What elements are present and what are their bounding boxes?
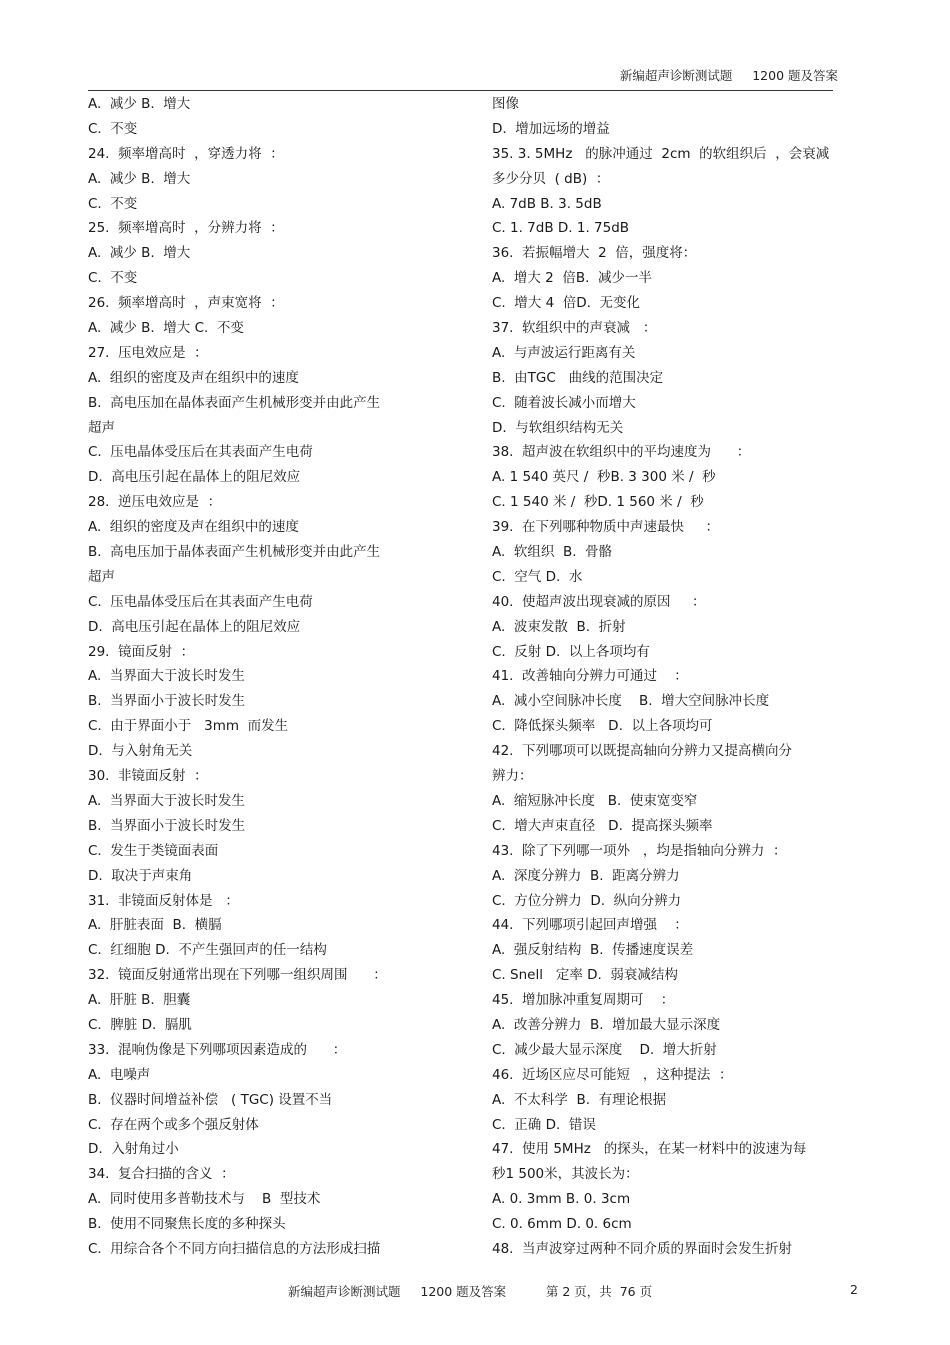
text-line: A. 减少 B. 增大 C. 不变 xyxy=(88,320,244,337)
text-line: 40. 使超声波出现衰减的原因 ： xyxy=(492,593,706,610)
text-line: D. 增加远场的增益 xyxy=(492,120,610,137)
text-line: 41. 改善轴向分辨力可通过 ： xyxy=(492,668,688,685)
text-line: 43. 除了下列哪一项外 ，均是指轴向分辨力 ： xyxy=(492,842,787,859)
right-column xyxy=(492,92,852,1262)
text-line: C. 降低探头频率 D. 以上各项均可 xyxy=(492,718,713,735)
text-line: 32. 镜面反射通常出现在下列哪一组织周围 ： xyxy=(88,967,387,984)
text-line: A. 肝脏 B. 胆囊 xyxy=(88,992,191,1009)
text-line: C. 脾脏 D. 膈肌 xyxy=(88,1016,192,1033)
text-line: C. 红细胞 D. 不产生强回声的任一结构 xyxy=(88,942,327,959)
text-line: 27. 压电效应是 ： xyxy=(88,344,208,361)
running-header: 新编超声诊断测试题 1200 题及答案 xyxy=(619,68,838,83)
text-line: C. 不变 xyxy=(88,270,138,287)
text-line: C. 增大声束直径 D. 提高探头频率 xyxy=(492,817,713,834)
text-line: 31. 非镜面反射体是 ： xyxy=(88,892,239,909)
text-line: 42. 下列哪项可以既提高轴向分辨力又提高横向分 xyxy=(492,743,793,760)
text-line: B. 由TGC 曲线的范围决定 xyxy=(492,369,664,386)
text-line: A. 与声波运行距离有关 xyxy=(492,344,636,361)
text-line: 35. 3. 5MHz 的脉冲通过 2cm 的软组织后 ，会衰减 xyxy=(492,145,830,162)
text-line: 辨力： xyxy=(492,768,533,785)
text-line: 26. 频率增高时 ，声束宽将 ： xyxy=(88,295,284,312)
header-rule xyxy=(88,90,833,91)
text-line: 29. 镜面反射 ： xyxy=(88,643,195,660)
text-line: 38. 超声波在软组织中的平均速度为 ： xyxy=(492,444,751,461)
text-line: A. 波束发散 B. 折射 xyxy=(492,618,626,635)
text-line: 37. 软组织中的声衰减 ： xyxy=(492,320,657,337)
text-line: C. 不变 xyxy=(88,195,138,212)
text-line: C. 正确 D. 错误 xyxy=(492,1116,596,1133)
text-line: A. 减少 B. 增大 xyxy=(88,245,191,262)
text-line: B. 使用不同聚焦长度的多种探头 xyxy=(88,1216,286,1233)
text-line: A. 同时使用多普勒技术与 B 型技术 xyxy=(88,1191,321,1208)
text-line: A. 当界面大于波长时发生 xyxy=(88,668,245,685)
text-line: D. 入射角过小 xyxy=(88,1141,179,1158)
text-line: B. 高电压加于晶体表面产生机械形变并由此产生 xyxy=(88,544,381,561)
text-line: C. 空气 D. 水 xyxy=(492,568,583,585)
text-line: C. 压电晶体受压后在其表面产生电荷 xyxy=(88,444,313,461)
text-line: 48. 当声波穿过两种不同介质的界面时会发生折射 xyxy=(492,1240,793,1257)
page-number: 2 xyxy=(850,1282,858,1297)
text-line: A. 强反射结构 B. 传播速度误差 xyxy=(492,942,694,959)
running-footer: 新编超声诊断测试题 1200 题及答案 第 2 页，共 76 页 xyxy=(288,1284,653,1299)
text-line: 45. 增加脉冲重复周期可 ： xyxy=(492,992,675,1009)
text-line: A. 减小空间脉冲长度 B. 增大空间脉冲长度 xyxy=(492,693,770,710)
text-line: C. 方位分辨力 D. 纵向分辨力 xyxy=(492,892,682,909)
text-line: 秒1 500米，其波长为： xyxy=(492,1166,639,1183)
text-line: 36. 若振幅增大 2 倍，强度将： xyxy=(492,245,697,262)
text-line: A. 7dB B. 3. 5dB xyxy=(492,195,602,212)
text-line: 28. 逆压电效应是 ： xyxy=(88,494,222,511)
text-line: D. 与入射角无关 xyxy=(88,743,193,760)
text-line: B. 仪器时间增益补偿 ( TGC) 设置不当 xyxy=(88,1091,333,1108)
text-line: C. 存在两个或多个强反射体 xyxy=(88,1116,259,1133)
text-line: 25. 频率增高时 ，分辨力将 ： xyxy=(88,220,284,237)
text-line: 39. 在下列哪种物质中声速最快 ： xyxy=(492,519,720,536)
text-line: C. 压电晶体受压后在其表面产生电荷 xyxy=(88,593,313,610)
text-line: 30. 非镜面反射 ： xyxy=(88,768,208,785)
text-line: A. 组织的密度及声在组织中的速度 xyxy=(88,519,299,536)
text-line: D. 高电压引起在晶体上的阻尼效应 xyxy=(88,469,301,486)
text-line: A. 减少 B. 增大 xyxy=(88,170,191,187)
text-line: 24. 频率增高时 ，穿透力将 ： xyxy=(88,145,284,162)
text-line: 46. 近场区应尽可能短 ，这种提法 ： xyxy=(492,1066,733,1083)
text-line: B. 当界面小于波长时发生 xyxy=(88,693,246,710)
left-column xyxy=(88,92,428,1262)
text-line: A. 改善分辨力 B. 增加最大显示深度 xyxy=(492,1016,721,1033)
text-line: A. 增大 2 倍B. 减少一半 xyxy=(492,270,652,287)
text-line: A. 软组织 B. 骨骼 xyxy=(492,544,613,561)
text-line: 多少分贝 ( dB) ： xyxy=(492,170,610,187)
text-line: C. 1. 7dB D. 1. 75dB xyxy=(492,220,630,237)
text-line: 33. 混响伪像是下列哪项因素造成的 ： xyxy=(88,1041,347,1058)
text-line: A. 缩短脉冲长度 B. 使束宽变窄 xyxy=(492,792,698,809)
text-line: 34. 复合扫描的含义 ： xyxy=(88,1166,235,1183)
text-line: C. 增大 4 倍D. 无变化 xyxy=(492,295,641,312)
text-line: C. 1 540 米 / 秒D. 1 560 米 / 秒 xyxy=(492,494,704,511)
text-line: A. 电噪声 xyxy=(88,1066,151,1083)
text-line: B. 高电压加在晶体表面产生机械形变并由此产生 xyxy=(88,394,381,411)
text-line: 超声 xyxy=(88,419,115,436)
text-line: A. 深度分辨力 B. 距离分辨力 xyxy=(492,867,680,884)
text-line: C. 0. 6mm D. 0. 6cm xyxy=(492,1216,632,1233)
text-line: C. 不变 xyxy=(88,120,138,137)
text-line: D. 与软组织结构无关 xyxy=(492,419,624,436)
text-line: C. 发生于类镜面表面 xyxy=(88,842,219,859)
text-line: A. 组织的密度及声在组织中的速度 xyxy=(88,369,299,386)
text-line: D. 高电压引起在晶体上的阻尼效应 xyxy=(88,618,301,635)
text-line: A. 0. 3mm B. 0. 3cm xyxy=(492,1191,631,1208)
text-line: A. 减少 B. 增大 xyxy=(88,96,191,112)
text-line: 超声 xyxy=(88,568,115,585)
text-line: C. 减少最大显示深度 D. 增大折射 xyxy=(492,1041,717,1058)
text-line: 44. 下列哪项引起回声增强 ： xyxy=(492,917,688,934)
text-line: C. Snell 定率 D. 弱衰减结构 xyxy=(492,967,678,984)
text-line: C. 由于界面小于 3mm 而发生 xyxy=(88,718,289,735)
text-line: C. 用综合各个不同方向扫描信息的方法形成扫描 xyxy=(88,1240,381,1257)
text-line: A. 肝脏表面 B. 横膈 xyxy=(88,917,222,934)
text-line: 图像 xyxy=(492,96,519,112)
text-line: C. 随着波长减小而增大 xyxy=(492,394,636,411)
text-line: A. 1 540 英尺 / 秒B. 3 300 米 / 秒 xyxy=(492,469,716,486)
text-line: A. 当界面大于波长时发生 xyxy=(88,792,245,809)
text-line: B. 当界面小于波长时发生 xyxy=(88,817,246,834)
text-line: A. 不太科学 B. 有理论根据 xyxy=(492,1091,667,1108)
text-line: C. 反射 D. 以上各项均有 xyxy=(492,643,650,660)
text-line: D. 取决于声束角 xyxy=(88,867,193,884)
text-line: 47. 使用 5MHz 的探头，在某一材料中的波速为每 xyxy=(492,1141,807,1158)
